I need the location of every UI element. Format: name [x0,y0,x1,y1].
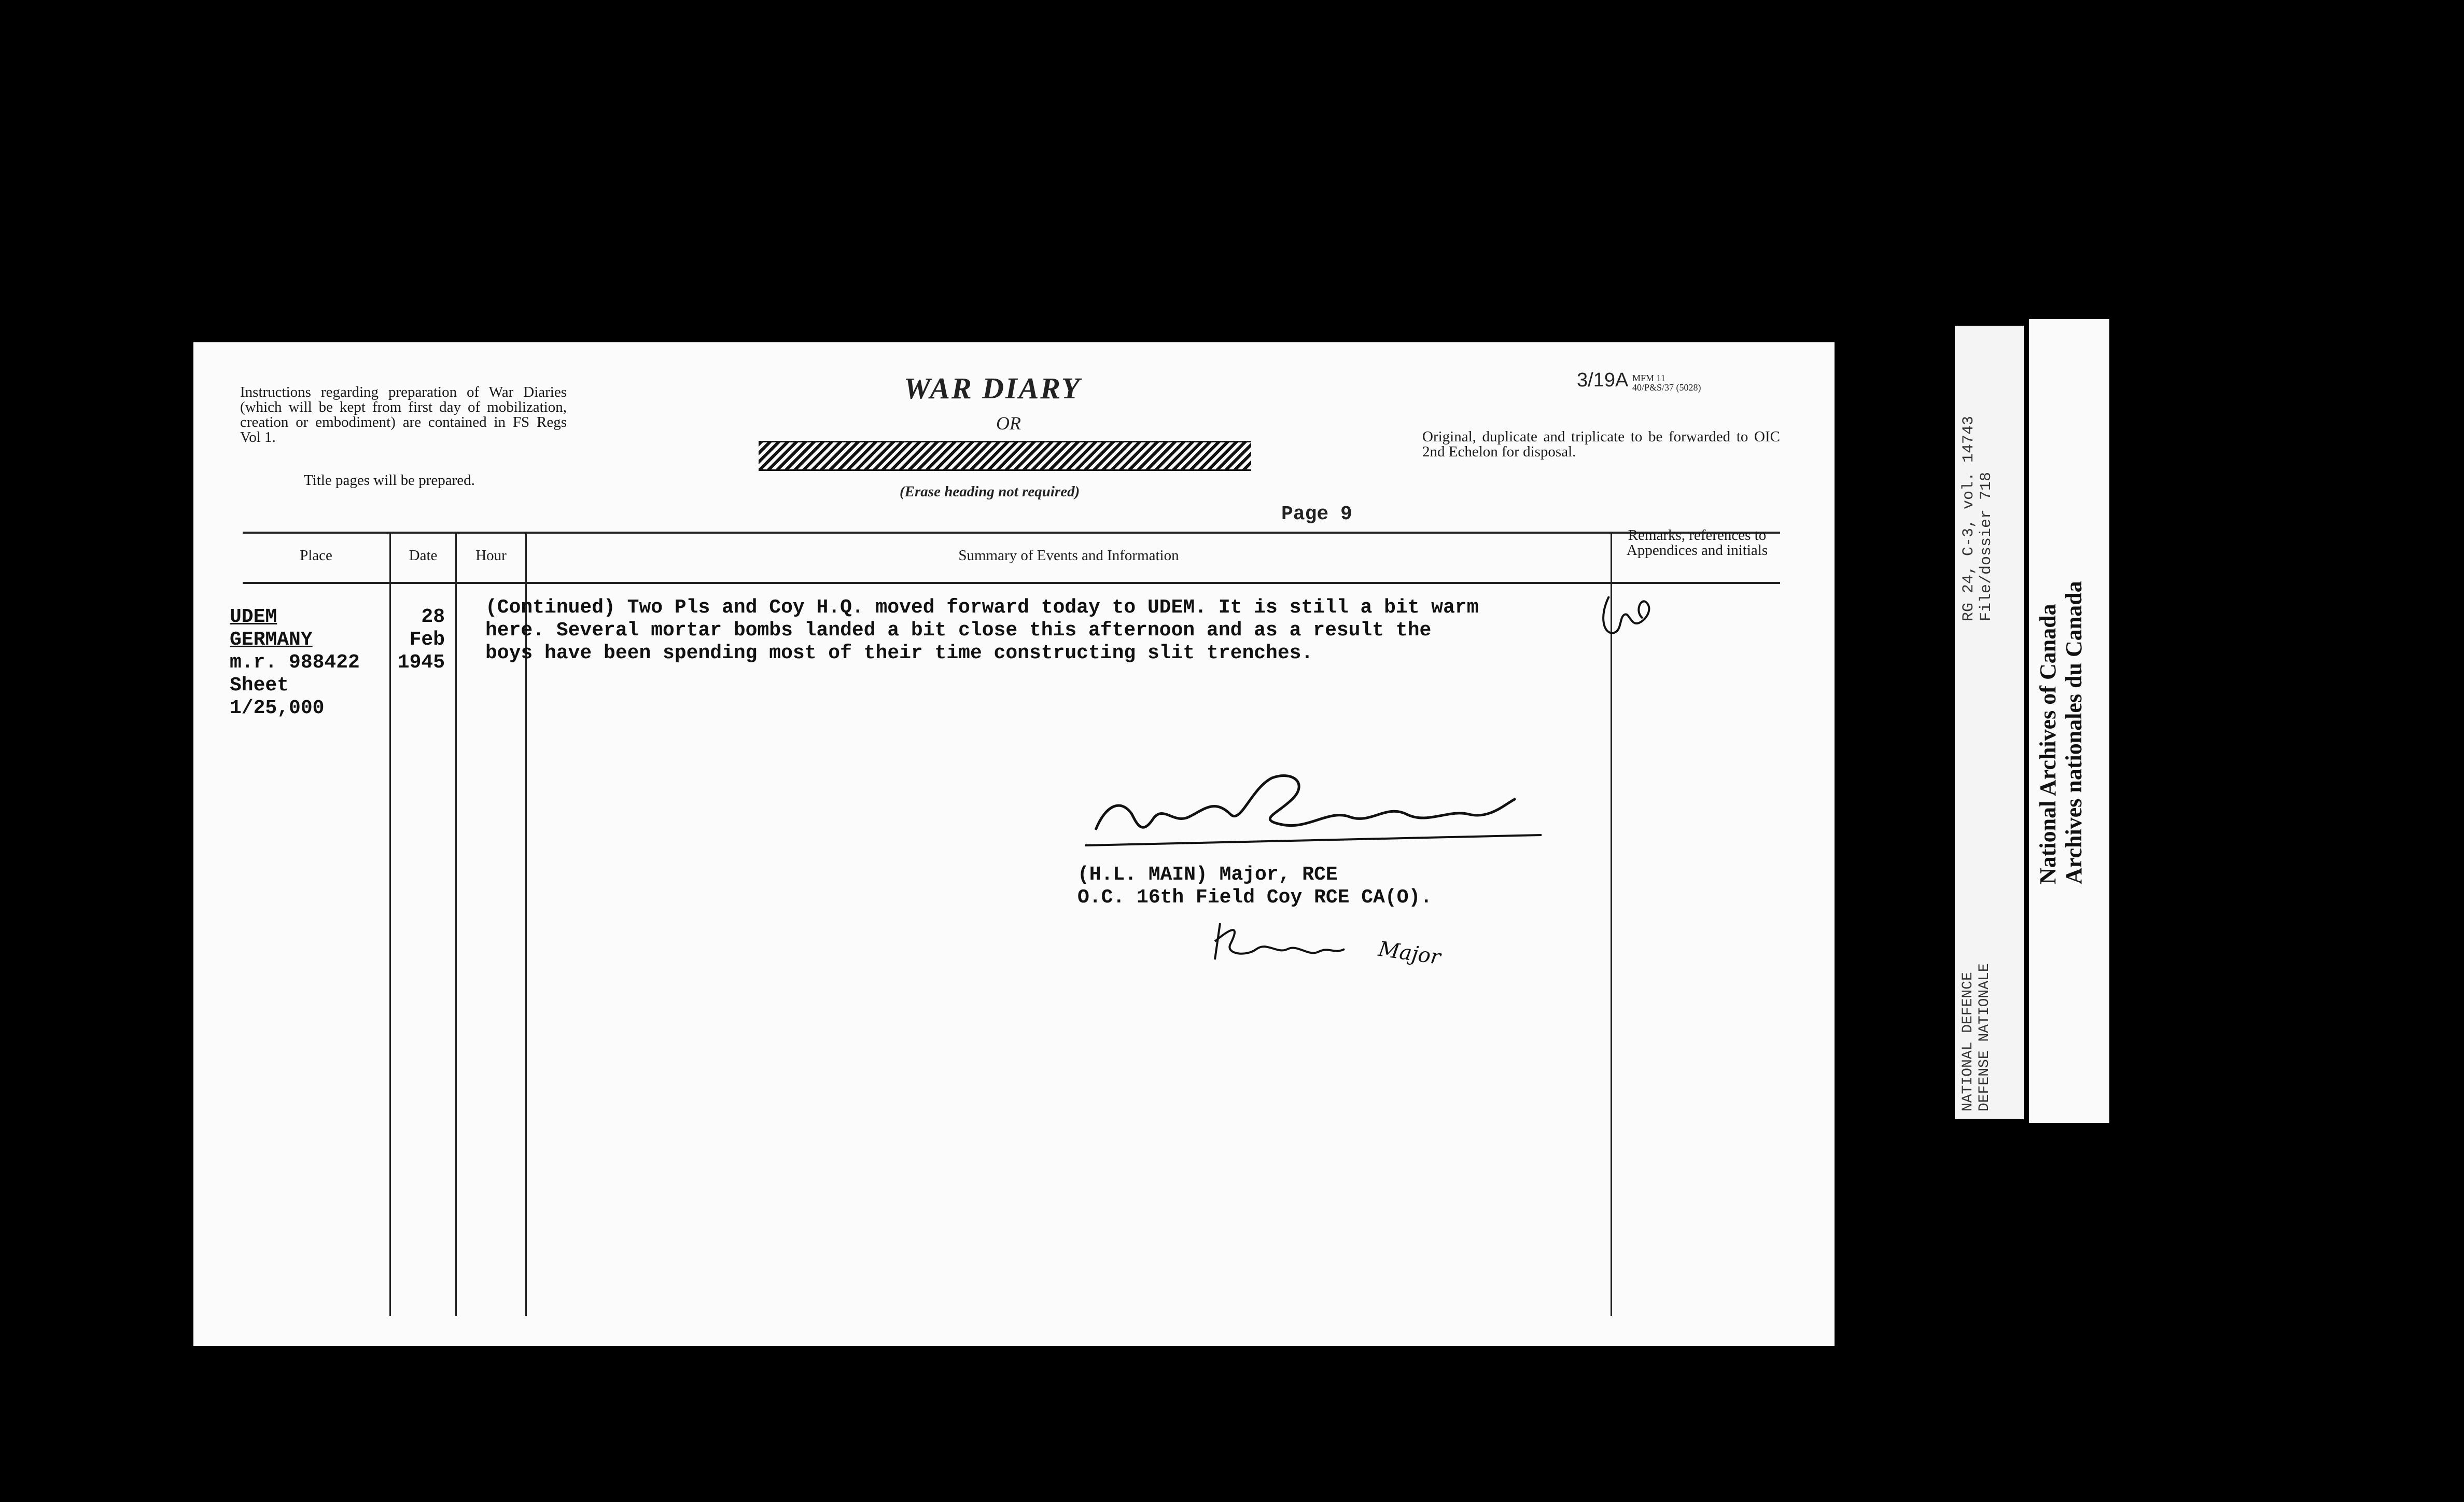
map-reference: m.r. 988422 [230,651,360,674]
column-header-hour: Hour [475,547,507,564]
handwritten-rank: Major [1377,937,1443,970]
place-line: UDEM [230,606,277,628]
department-english: NATIONAL DEFENCE [1960,972,1976,1111]
place-cell [230,606,360,720]
place-line: 1/25,000 [230,697,325,719]
summary-line: boys have been spending most of their time constructing slit trenches. [485,642,1313,664]
form-code-line1: MFM 11 [1632,373,1665,383]
place-line: GERMANY [230,629,313,651]
place-line: Sheet [230,674,289,697]
form-title: WAR DIARY [904,371,1082,405]
form-number: 3/19A [1577,369,1629,391]
table-header-rule [243,582,1780,584]
department-label [1960,963,1993,1111]
column-divider-date [455,533,457,1316]
date-month: Feb [409,629,445,651]
title-pages-note: Title pages will be prepared. [304,472,475,489]
instructions-text: Instructions regarding preparation of War Diaries (which will be kept from first day of mobilization, creation or embodiment) are contained in FS Regs Vol 1. [240,384,567,446]
column-header-remarks: Remarks, references to Appendices and initials [1626,527,1768,559]
date-cell [393,606,445,674]
department-french: DEFENSE NATIONALE [1977,963,1993,1111]
summary-line: (Continued) Two Pls and Coy H.Q. moved forward today to UDEM. It is still a bit warm [485,596,1479,619]
form-code [1632,373,1701,392]
second-signature-handwriting [1199,918,1396,985]
signature-handwriting [1085,768,1552,861]
archive-reference [1960,416,1995,621]
column-header-date: Date [409,547,438,564]
column-header-summary: Summary of Events and Information [958,547,1179,564]
signatory-name: (H.L. MAIN) Major, RCE [1077,864,1338,886]
page-number: Page 9 [1281,503,1352,525]
erase-heading-note: (Erase heading not required) [900,483,1080,500]
date-year: 1945 [397,651,445,674]
form-code-line2: 40/P&S/37 (5028) [1632,382,1701,393]
summary-cell [485,596,1564,665]
archive-name-french: Archives nationales du Canada [2061,581,2087,884]
summary-line: here. Several mortar bombs landed a bit close this afternoon and as a result the [485,619,1432,642]
or-text: OR [996,413,1021,434]
struck-out-heading [759,441,1251,471]
archive-name-strip [2029,319,2109,1123]
column-divider-summary [1611,533,1612,1316]
column-header-place: Place [300,547,332,564]
archive-name-english: National Archives of Canada [2035,604,2061,884]
archive-file-reference: File/dossier 718 [1978,471,1995,621]
archive-name [2035,581,2087,884]
archive-rg-reference: RG 24, C-3, vol. 14743 [1960,415,1978,621]
remarks-initials-handwriting [1593,586,1671,643]
date-day: 28 [421,606,445,628]
column-divider-place [389,533,391,1316]
original-duplicate-note: Original, duplicate and triplicate to be forwarded to OIC 2nd Echelon for disposal. [1422,428,1780,460]
war-diary-page [193,342,1835,1346]
signatory-unit: O.C. 16th Field Coy RCE CA(O). [1077,886,1433,909]
archive-reference-strip [1955,326,2024,1119]
table-top-rule [243,532,1780,534]
signature-block [1077,864,1432,909]
